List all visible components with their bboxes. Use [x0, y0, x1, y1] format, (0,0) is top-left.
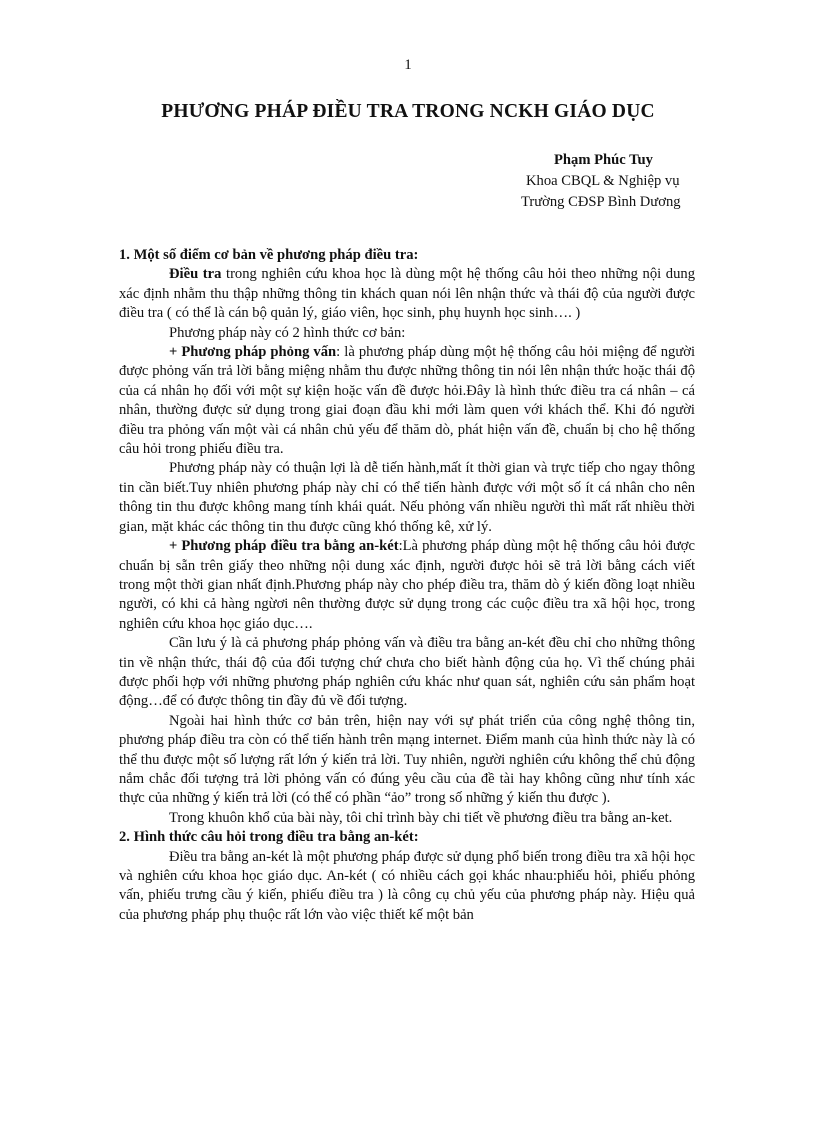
- author-dept: Khoa CBQL & Nghiệp vụ: [526, 173, 680, 189]
- paragraph: Cần lưu ý là cả phương pháp phỏng vấn và điều tra bằng an-két đều chỉ cho những thông tin về nhận thức, thái độ của đối tượng chứ chưa cho biết hành động của họ. Vì thế chúng phải được phối hợp với những phương pháp nghiên cứu khác như quan sát, nghiên cứu sản phẩm hoạt động…để có được thông tin đầy đủ về đối tượng.: [119, 635, 695, 710]
- paragraph: Trong khuôn khổ của bài này, tôi chỉ trình bày chi tiết về phương điều tra bằng an-ket.: [169, 809, 673, 826]
- author-block: [510, 150, 710, 213]
- paragraph-text: : là phương pháp dùng một hệ thống câu hỏi miệng để người được phỏng vấn trả lời bằng miệng nhằm thu được những thông tin nói lên nhận thức hoặc thái độ của cá nhân họ đối với một sự kiện hoặc vấn đề được hỏi.Đây là hình thức điều tra cá nhân – cá nhân, thường được sử dụng trong giai đoạn đầu khi mới làm quen với khách thể. Khi đó người điều tra phỏng vấn một vài cá nhân chủ yếu để thăm dò, phát hiện vấn đề, chuẩn bị cho hệ thống câu hỏi trong phiếu điều tra.: [119, 344, 695, 458]
- bold-term: Điều tra: [169, 266, 222, 283]
- bold-term: + Phương pháp điều tra bằng an-két: [169, 538, 399, 555]
- paragraph: Ngoài hai hình thức cơ bản trên, hiện nay với sự phát triển của công nghệ thông tin, phương pháp điều tra còn có thể tiến hành trên mạng internet. Điểm manh của hình thức này là có thể thu được một số lượng rất lớn ý kiến trả lời. Tuy nhiên, người nghiên cứu không thể chủ động nắm chắc đối tượng trả lời phỏng vấn có đúng yêu cầu của đề tài hay không cũng như tính xác thực của những ý kiến trả lời (có thể có phần “ảo” trong số những ý kiến thu được ).: [119, 712, 695, 807]
- section-2-heading: 2. Hình thức câu hỏi trong điều tra bằng an-két:: [119, 829, 419, 846]
- author-school: Trường CĐSP Bình Dương: [521, 194, 681, 210]
- document-title: PHƯƠNG PHÁP ĐIỀU TRA TRONG NCKH GIÁO DỤC: [161, 101, 655, 122]
- paragraph: Phương pháp này có thuận lợi là dễ tiến hành,mất ít thời gian và trực tiếp cho ngay thông tin cần biết.Tuy nhiên phương pháp này chỉ có thể tiến hành được với một số ít cá nhân cho nên thông tin thu được không mang tính khái quát. Nếu phỏng vấn nhiều người thì mất rất nhiều thời gian, mặt khác các thông tin thu được cũng khó thống kê, xử lý.: [119, 460, 695, 535]
- section-1-heading: 1. Một số điểm cơ bản về phương pháp điều tra:: [119, 247, 419, 263]
- paragraph: Điều tra bằng an-két là một phương pháp được sử dụng phổ biến trong điều tra xã hội học và nghiên cứu khoa học giáo dục. An-két ( có nhiều cách gọi khác nhau:phiếu hỏi, phiếu phỏng vấn, phiếu trưng cầu ý kiến, phiếu điều tra ) là công cụ chủ yếu của phương pháp này. Hiệu quả của phương pháp phụ thuộc rất lớn vào việc thiết kế một bản: [119, 848, 695, 923]
- bold-term: + Phương pháp phỏng vấn: [169, 344, 337, 361]
- paragraph: [119, 343, 695, 459]
- document-body: [119, 246, 695, 925]
- paragraph-text: trong nghiên cứu khoa học là dùng một hệ thống câu hỏi theo những nội dung xác định nhằm thu thập những thông tin khách quan nói lên nhận thức và thái độ của người được điều tra ( có thể là cán bộ quản lý, giáo viên, học sinh, phụ huynh học sinh…. ): [119, 266, 695, 322]
- page-number: 1: [404, 57, 412, 73]
- paragraph: [119, 537, 695, 634]
- paragraph-text: :Là phương pháp dùng một hệ thống câu hỏi được chuẩn bị sẵn trên giấy theo những nội dung xác định, người được hỏi sẽ trả lời bằng cách viết trong một thời gian nhất định.Phương pháp này cho phép điều tra, thăm dò ý kiến đồng loạt nhiều người, có khi cả hàng ngừơi nên thường được sử dụng trong các cuộc điều tra xã hội học, trong nghiên cứu khoa học giáo dục….: [119, 538, 695, 632]
- author-name: Phạm Phúc Tuy: [554, 152, 653, 168]
- paragraph: [119, 265, 695, 323]
- paragraph: Phương pháp này có 2 hình thức cơ bản:: [169, 324, 406, 341]
